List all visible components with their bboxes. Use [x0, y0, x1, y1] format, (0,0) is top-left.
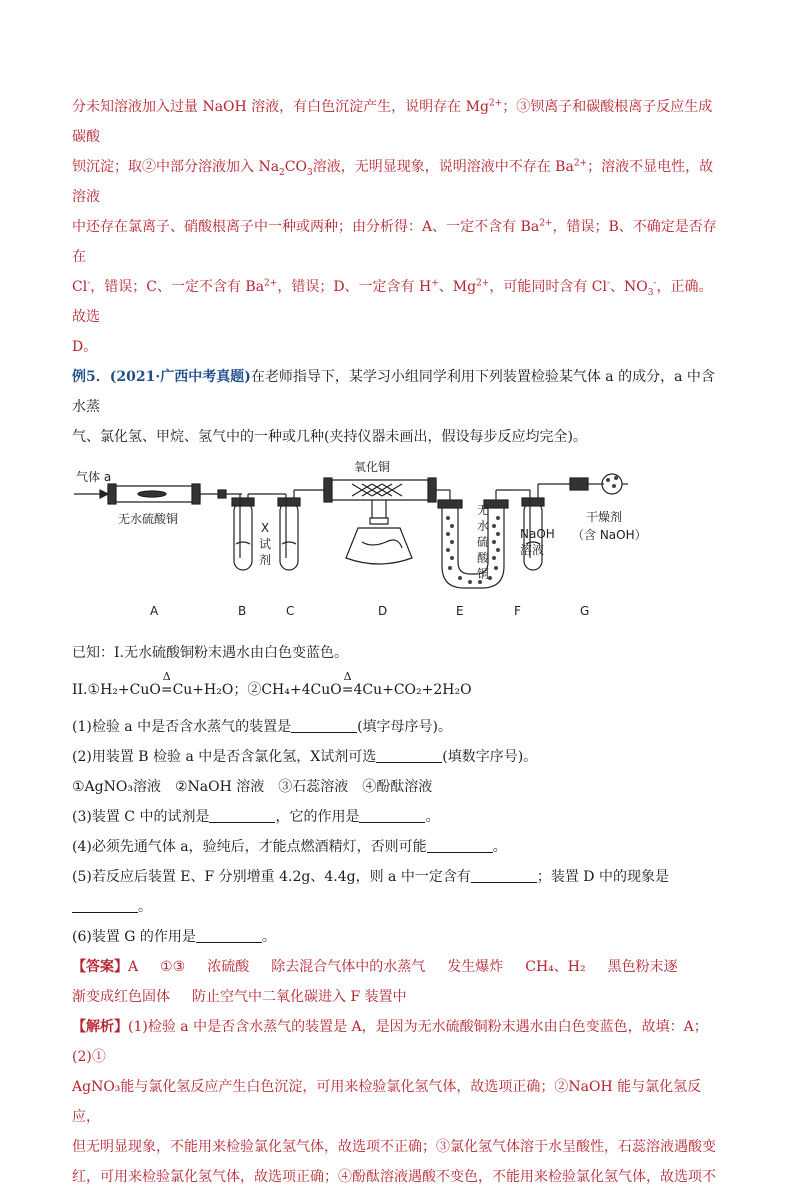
question-4: (4)必须先通气体 a，验纯后，才能点燃酒精灯，否则可能 。: [72, 839, 507, 855]
answer-line-1: 【答案】A ①③ 浓硫酸 除去混合气体中的水蒸气 发生爆炸 CH₄、H₂ 黑色粉末逐: [72, 959, 678, 975]
label-naoh-sol: NaOH溶液: [520, 527, 555, 557]
intro-line-5: D。: [72, 339, 98, 355]
answer-blank[interactable]: [471, 868, 537, 883]
question-3: (3)装置 C 中的试剂是 ，它的作用是 。: [72, 809, 440, 825]
letter-c: C: [286, 604, 295, 618]
question-1: (1)检验 a 中是否含水蒸气的装置是 (填字母序号)。: [72, 719, 453, 735]
answer-blank[interactable]: [376, 748, 442, 763]
label-cuso4-a: 无水硫酸铜: [118, 512, 179, 526]
answer-blank[interactable]: [427, 838, 493, 853]
letter-b: B: [238, 604, 247, 618]
example-heading: 例5．(2021·广西中考真题)在老师指导下，某学习小组同学利用下列装置检验某气体 a 的成分，a 中含水蒸: [72, 369, 715, 415]
label-x-reagent: X试剂: [258, 521, 271, 567]
apparatus-diagram: [72, 458, 720, 628]
answer-blank[interactable]: [72, 898, 138, 913]
answer-line-2: 渐变成红色固体 防止空气中二氧化碳进入 F 装置中: [72, 989, 407, 1005]
label-drying-note: （含 NaOH）: [572, 528, 647, 542]
answer-blank[interactable]: [196, 928, 262, 943]
letter-e: E: [456, 604, 464, 618]
intro-line-3: 中还存在氯离子、硝酸根离子中一种或两种；由分析得：A、一定不含有 $Ba^{2+}$，错误；B、不确定是否存在: [72, 218, 717, 265]
question-6: (6)装置 G 的作用是 。: [72, 929, 276, 945]
page-content: [72, 92, 720, 1192]
known-equations: II.①H₂+CuO= Δ Cu+H₂O；②CH₄+4CuO= Δ 4Cu+CO₂+2H₂O: [72, 670, 472, 698]
answer-blank[interactable]: [209, 808, 275, 823]
letter-f: F: [514, 604, 521, 618]
label-gas-in: 气体 a: [76, 470, 112, 484]
letter-d: D: [378, 604, 388, 618]
analysis-line-1: 【解析】(1)检验 a 中是否含水蒸气的装置是 A，是因为无水硫酸铜粉末遇水由白色变蓝色，故填：A；(2)①: [72, 1019, 708, 1065]
answer-blank[interactable]: [359, 808, 425, 823]
intro-line-4: Cl-，错误；C、一定不含有 $Ba^{2+}$，错误；D、一定含有 H+、$Mg^{2+}$，可能同时含有 Cl-、$NO_3^-$，正确。故选: [72, 278, 713, 325]
intro-line-1: 分未知溶液加入过量 NaOH 溶液，有白色沉淀产生，说明存在 $Mg^{2+}$；③钡离子和碳酸根离子反应生成碳酸: [72, 98, 713, 145]
question-5: (5)若反应后装置 E、F 分别增重 4.2g、4.4g，则 a 中一定含有 ；装置 D 中的现象是。: [72, 869, 669, 915]
intro-line-2: 钡沉淀；取②中部分溶液加入 $Na_2CO_3$溶液，无明显现象，说明溶液中不存在 $Ba^{2+}$；溶液不显电性，故溶液: [72, 158, 714, 205]
question-2-options: ①AgNO₃溶液 ②NaOH 溶液 ③石蕊溶液 ④酚酞溶液: [72, 779, 433, 795]
letter-a: A: [150, 604, 159, 618]
analysis-line-4: 红，可用来检验氯化氢气体，故选项正确；④酚酞溶液遇酸不变色，不能用来检验氯化氢气体，故选项不: [72, 1169, 716, 1185]
label-cuo: 氧化铜: [354, 460, 391, 474]
analysis-line-3: 但无明显现象，不能用来检验氯化氢气体，故选项不正确；③氯化氢气体溶于水呈酸性，石蕊溶液遇酸变: [72, 1139, 716, 1155]
example-text: 气、氯化氢、甲烷、氢气中的一种或几种(夹持仪器未画出，假设每步反应均完全)。: [72, 429, 587, 445]
answer-blank[interactable]: [291, 718, 357, 733]
label-cuso4-e: 无水硫酸铜: [476, 503, 489, 581]
analysis-line-2: AgNO₃能与氯化氢反应产生白色沉淀，可用来检验氯化氢气体，故选项正确；②NaOH 能与氯化氢反应，: [72, 1079, 702, 1125]
known-line-1: 已知：I.无水硫酸铜粉末遇水由白色变蓝色。: [72, 645, 348, 661]
letter-g: G: [580, 604, 590, 618]
question-2: (2)用装置 B 检验 a 中是否含氯化氢，X试剂可选 (填数字序号)。: [72, 749, 538, 765]
label-drying: 干燥剂: [586, 510, 623, 524]
apparatus-drawing: [72, 458, 720, 628]
